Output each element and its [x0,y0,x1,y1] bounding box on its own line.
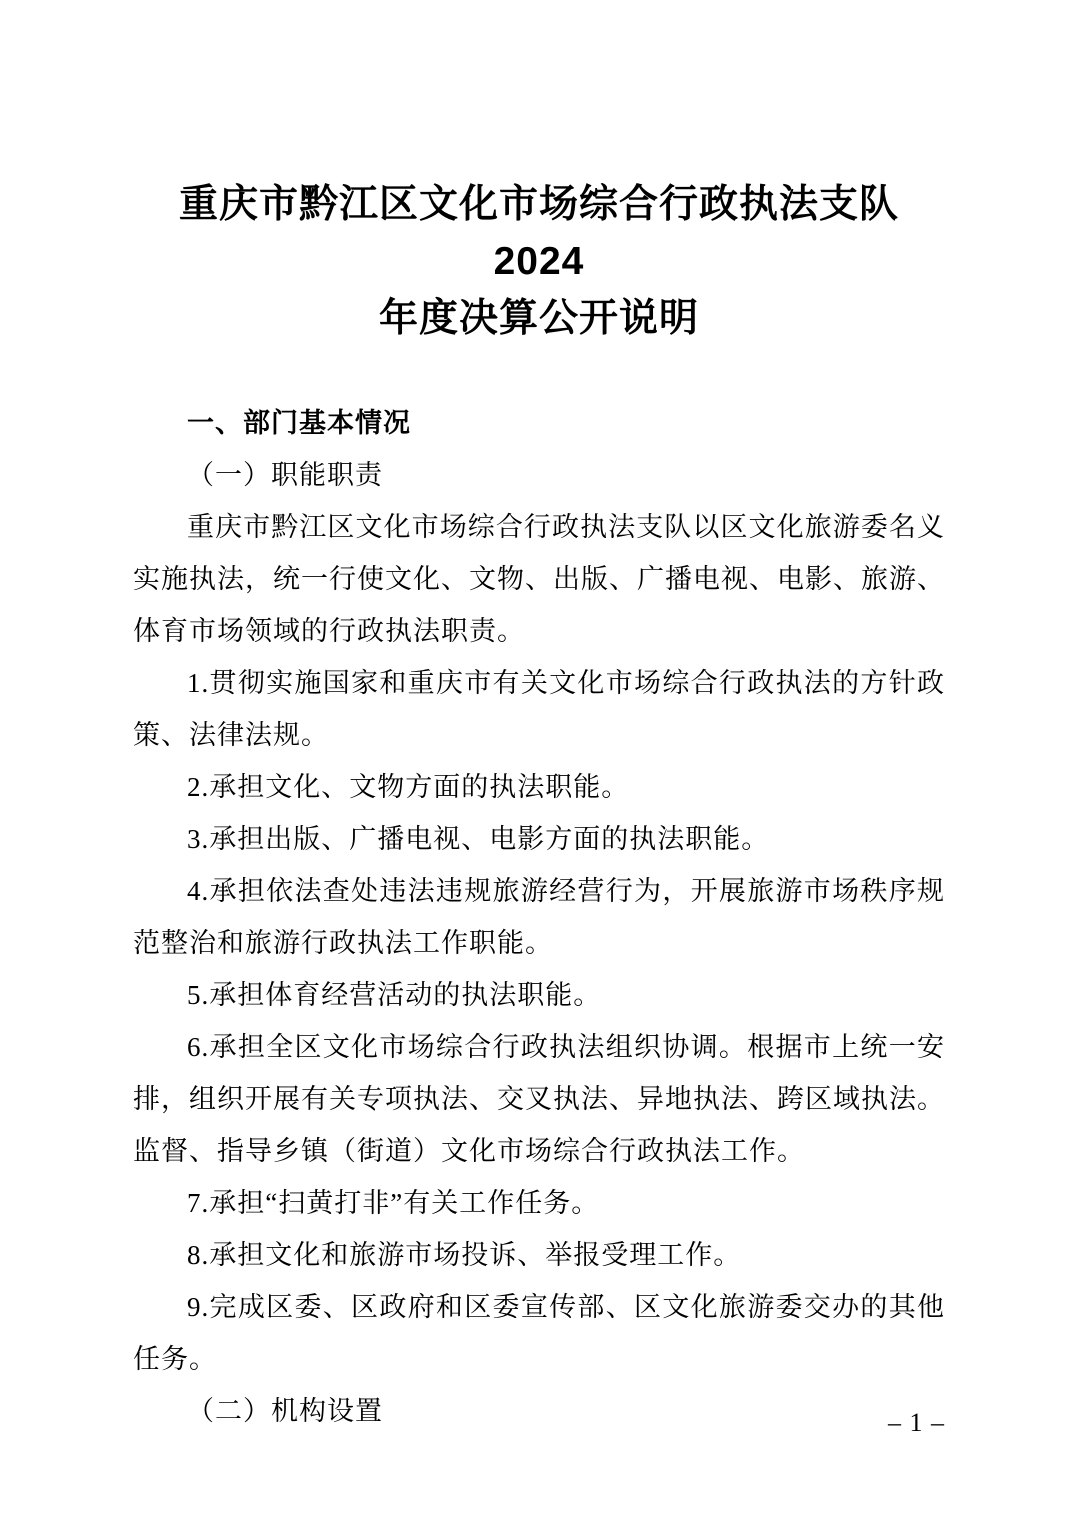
page-number: – 1 – [888,1408,945,1437]
document-body [133,397,945,1437]
paragraph-item-5: 5.承担体育经营活动的执法职能。 [187,980,602,1010]
paragraph-item-4: 4.承担依法查处违法违规旅游经营行为，开展旅游市场秩序规范整治和旅游行政执法工作职能。 [133,876,945,958]
paragraph-intro: 重庆市黔江区文化市场综合行政执法支队以区文化旅游委名义实施执法，统一行使文化、文物、出版、广播电视、电影、旅游、体育市场领域的行政执法职责。 [133,512,945,646]
subsection-heading-1: （一）职能职责 [187,460,383,490]
paragraph-item-7: 7.承担“扫黄打非”有关工作任务。 [187,1188,600,1218]
document-content [133,0,945,1437]
document-title-line2: 年度决算公开说明 [378,297,699,340]
paragraph-item-9: 9.完成区委、区政府和区委宣传部、区文化旅游委交办的其他任务。 [133,1292,945,1374]
document-title [133,176,945,347]
subsection-heading-2: （二）机构设置 [187,1396,383,1426]
document-title-line1: 重庆市黔江区文化市场综合行政执法支队 2024 [178,183,899,283]
paragraph-item-1: 1.贯彻实施国家和重庆市有关文化市场综合行政执法的方针政策、法律法规。 [133,668,945,750]
paragraph-item-2: 2.承担文化、文物方面的执法职能。 [187,772,630,802]
paragraph-item-6: 6.承担全区文化市场综合行政执法组织协调。根据市上统一安排，组织开展有关专项执法、交叉执法、异地执法、跨区域执法。监督、指导乡镇（街道）文化市场综合行政执法工作。 [133,1032,945,1166]
paragraph-item-3: 3.承担出版、广播电视、电影方面的执法职能。 [187,824,770,854]
section-heading-1: 一、部门基本情况 [187,408,411,438]
paragraph-item-8: 8.承担文化和旅游市场投诉、举报受理工作。 [187,1240,742,1270]
